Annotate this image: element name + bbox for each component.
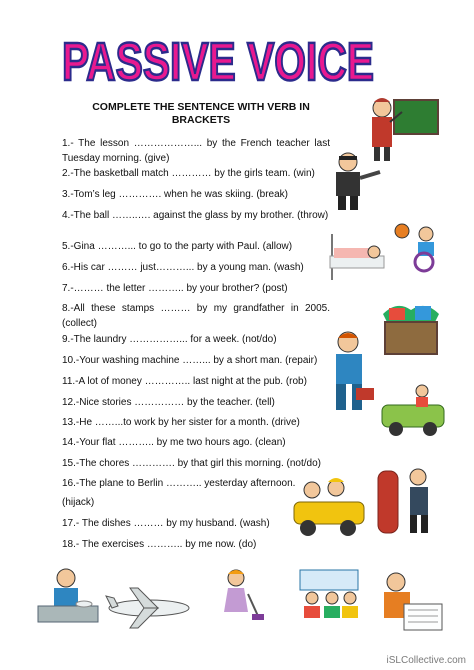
exercise-item: 2.-The basketball match ………… by the girls team. (win) bbox=[62, 168, 315, 179]
exercise-item: 7.-……… the letter ……….. by your brother? (post) bbox=[62, 283, 288, 294]
exercise-item: 15.-The chores …………. by that girl this morning. (not/do) bbox=[62, 458, 321, 469]
classroom-illustration bbox=[296, 566, 362, 629]
car-washing-illustration bbox=[378, 383, 450, 444]
exercise-item: 18.- The exercises ……….. by me now. (do) bbox=[62, 539, 257, 550]
girl-vacuuming-illustration bbox=[218, 566, 266, 629]
man-reading-illustration bbox=[368, 570, 452, 641]
exercise-item: 3.-Tom’s leg …………. when he was skiing. (break) bbox=[62, 189, 289, 200]
watermark: iSLCollective.com bbox=[386, 655, 466, 666]
exercise-item: 13.-He ……...to work by her sister for a month. (drive) bbox=[62, 417, 300, 428]
laundry-basket-illustration bbox=[377, 300, 445, 363]
repairman-illustration bbox=[322, 330, 378, 421]
exercise-item: 6.-His car ……… just………... by a young man. (wash) bbox=[62, 262, 304, 273]
exercise-item: 4.-The ball ……..…. against the glass by my brother. (throw) bbox=[62, 210, 329, 221]
exercise-item: 8.-All these stamps ……… by my grandfather in 2005. (collect) bbox=[62, 303, 330, 329]
title-text: PASSIVE VOICE bbox=[62, 32, 374, 92]
exercise-item: 1.- The lesson ………………... by the French teacher last Tuesday morning. (give) bbox=[62, 138, 330, 164]
exercise-item: 9.-The laundry ……………... for a week. (not/do) bbox=[62, 334, 277, 345]
postbox-man-illustration bbox=[362, 463, 442, 540]
instructions: COMPLETE THE SENTENCE WITH VERB IN BRACKETS bbox=[92, 101, 310, 126]
exercise-item: 17.- The dishes ……… by my husband. (wash) bbox=[62, 518, 270, 529]
car-with-passengers-illustration bbox=[290, 476, 368, 547]
exercise-item: (hijack) bbox=[62, 497, 95, 508]
boy-wheelchair-illustration bbox=[390, 222, 448, 277]
man-washing-dishes-illustration bbox=[36, 566, 100, 631]
thief-illustration bbox=[322, 150, 392, 217]
exercise-item: 12.-Nice stories …………… by the teacher. (tell) bbox=[62, 397, 275, 408]
worksheet-title bbox=[58, 24, 378, 94]
hospital-bed-illustration bbox=[322, 230, 388, 291]
exercise-item: 11.-A lot of money ………….. last night at the pub. (rob) bbox=[62, 376, 307, 387]
airplane-illustration bbox=[104, 584, 194, 635]
exercise-item: 16.-The plane to Berlin ……….. yesterday afternoon. bbox=[62, 478, 296, 489]
exercise-item: 5.-Gina ………... to go to the party with Paul. (allow) bbox=[62, 241, 293, 252]
exercise-item: 14.-Your flat ……….. by me two hours ago. (clean) bbox=[62, 437, 286, 448]
exercise-item: 10.-Your washing machine ……... by a short man. (repair) bbox=[62, 355, 318, 366]
